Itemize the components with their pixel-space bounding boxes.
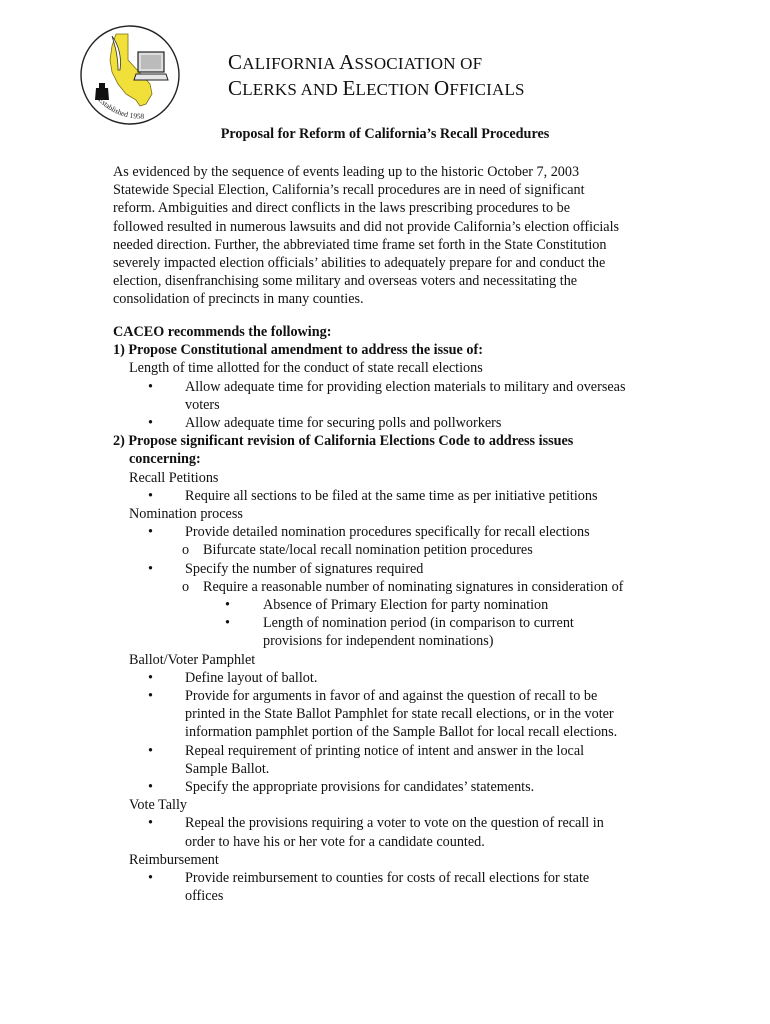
reimbursement-label: Reimbursement [129,851,219,868]
org-line-1: CALIFORNIA ASSOCIATION OF [228,50,483,74]
list-item: • Allow adequate time for providing election materials to military and overseas voters [113,378,673,414]
section-1-category: Length of time allotted for the conduct of state recall elections [129,360,483,377]
list-item: • Specify the appropriate provisions for candidates’ statements. [113,778,673,796]
org-line-2: CLERKS AND ELECTION OFFICIALS [228,76,525,100]
recommendations [113,323,673,906]
section-1-heading: 1) Propose Constitutional amendment to address the issue of: [113,342,483,359]
nested-list-item: • Length of nomination period (in comparison to current provisions for independent nominations) [113,614,673,650]
list-item: • Define layout of ballot. [113,669,673,687]
sub-list-item: o Bifurcate state/local recall nomination petition procedures [113,541,673,559]
california-state-seal-icon [78,22,182,128]
document-title: Proposal for Reform of California’s Recall Procedures [220,126,550,142]
list-item: • Specify the number of signatures required [113,560,673,578]
nested-list-item: • Absence of Primary Election for party nomination [113,596,673,614]
sub-list-item: o Require a reasonable number of nominating signatures in consideration of [113,578,673,596]
recall-petitions-label: Recall Petitions [129,469,219,486]
section-2-heading: 2) Propose significant revision of California Elections Code to address issues concerning: [113,433,574,468]
list-item: • Provide detailed nomination procedures specifically for recall elections [113,523,673,541]
list-item: • Provide for arguments in favor of and against the question of recall to be printed in the State Ballot Pamphlet for state recall elections, or in the voter information pamphlet portion of the Sample Ballot for local recall elections. [113,687,673,742]
ballot-pamphlet-label: Ballot/Voter Pamphlet [129,651,256,668]
recommends-heading: CACEO recommends the following: [113,324,332,340]
list-item: • Require all sections to be filed at the same time as per initiative petitions [113,487,673,505]
established-label: Established 1958 [96,95,145,121]
list-item: • Provide reimbursement to counties for costs of recall elections for state offices [113,869,673,905]
list-item: • Repeal the provisions requiring a voter to vote on the question of recall in order to have his or her vote for a candidate counted. [113,814,673,850]
vote-tally-label: Vote Tally [129,797,187,814]
caceo-logo [78,22,182,128]
list-item: • Repeal requirement of printing notice of intent and answer in the local Sample Ballot. [113,742,673,778]
organization-name [228,50,525,102]
list-item: • Allow adequate time for securing polls and pollworkers [113,414,673,432]
intro-paragraph: As evidenced by the sequence of events leading up to the historic October 7, 2003 Statewide Special Election, California’s recall procedures are in need of significant reform. Ambiguities and direct conflicts in the laws prescribing procedures to be followed resulted in numerous lawsuits and did not provide California’s election officials needed direction. Further, the abbreviated time frame set forth in the State Constitution severely impacted election officials’ abilities to adequately prepare for and conduct the election, disenfranchising some military and overseas voters and necessitating the consolidation of precincts in many counties. [113,164,620,308]
nomination-process-label: Nomination process [129,506,243,523]
